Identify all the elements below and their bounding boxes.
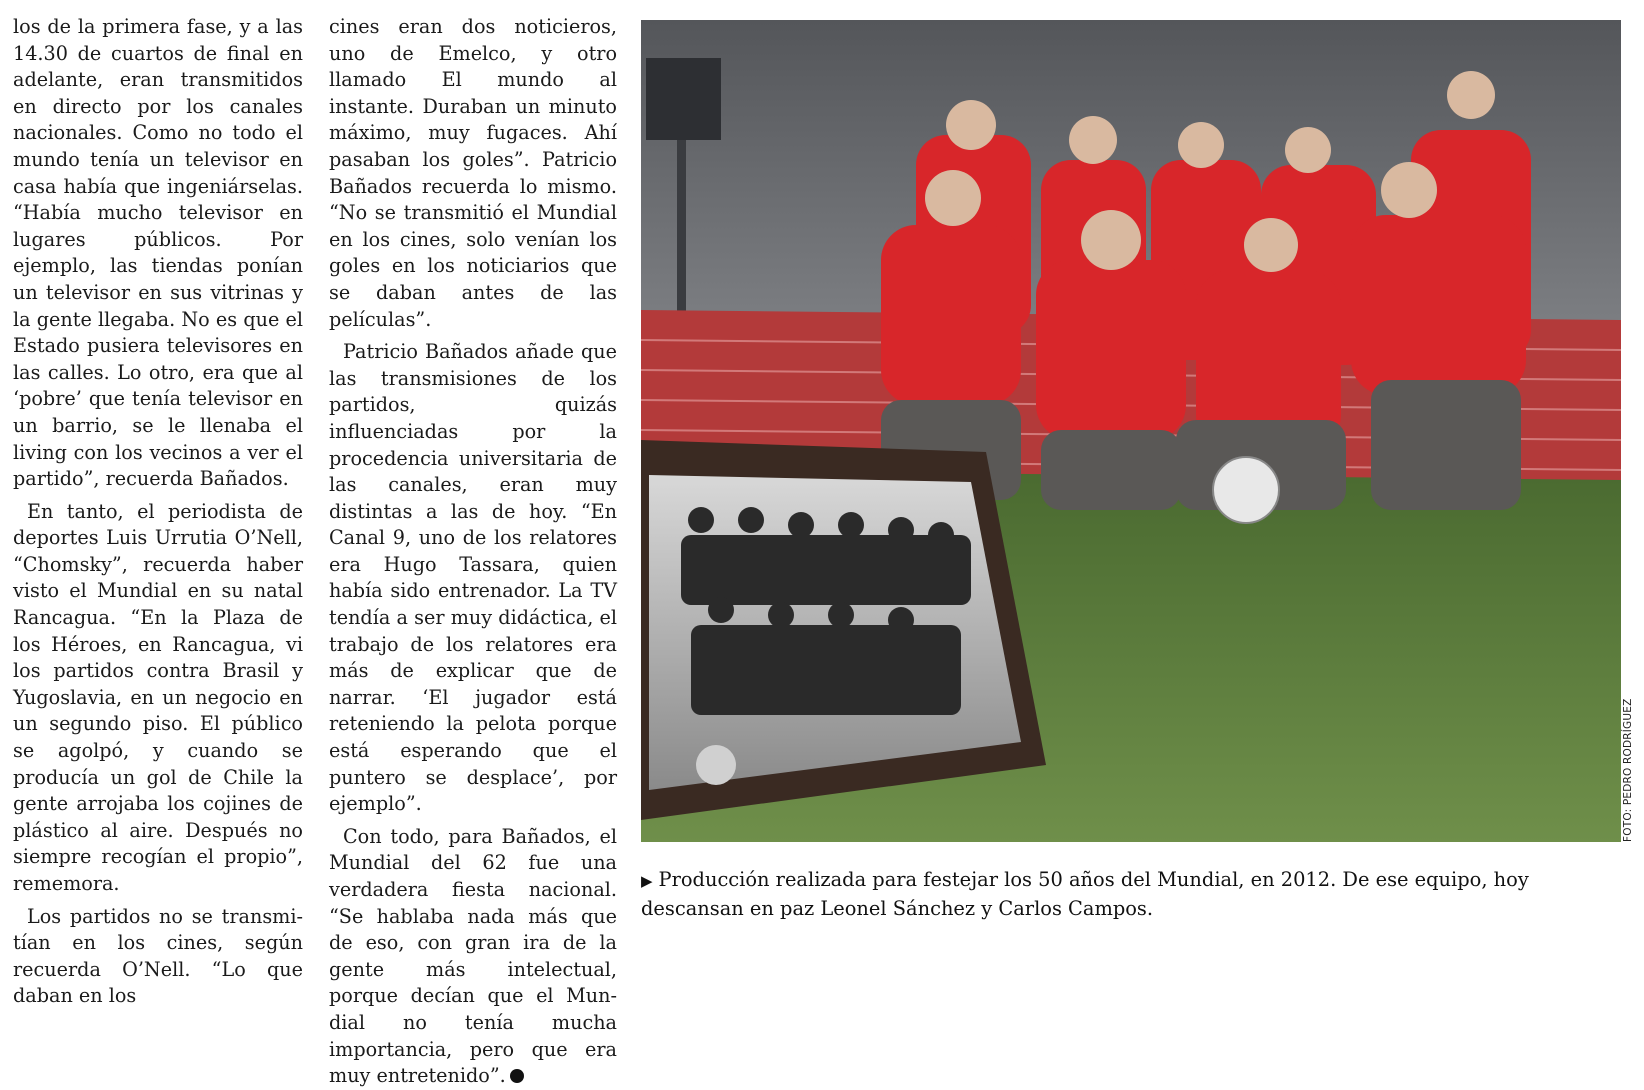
soccer-ball [1213, 457, 1279, 523]
photo-illustration [641, 20, 1621, 842]
team-photo [641, 20, 1621, 842]
paragraph: cines eran dos noticieros, uno de Emelco, y otro llamado El mundo al instante. Duraban un minuto máximo, muy fugaces. Ahí pasaban los goles”. Patricio Bañados recuerda lo mismo. “No se transmitió el Mundial en los cines, solo venían los goles en los noticiarios que se daban antes de las películas”. [329, 15, 617, 331]
article-column-1 [13, 14, 303, 1010]
paragraph: los de la primera fase, y a las 14.30 de cuartos de final en adelante, eran transmitidos en directo por los canales nacionales. Como no todo el mundo tenía un televisor en casa había que ingeniárselas. “Había mucho televisor en lugares públicos. Por ejemplo, las tiendas ponían un televisor en sus vitrinas y la gente llegaba. No es que el Estado pusiera televisores en las calles. Lo otro, era que al ‘pobre’ que tenía televisor en un barrio, se le llenaba el living con los vecinos a ver el partido”, recuerda Bañados. [13, 15, 303, 491]
article-column-2 [329, 14, 617, 1090]
paragraph [329, 824, 617, 1090]
floodlight-pole [677, 140, 686, 330]
caption-marker-icon: ▶ [641, 872, 653, 890]
floodlight [646, 58, 721, 140]
photo-credit: FOTO: PEDRO RODRÍGUEZ [1622, 698, 1634, 842]
end-of-article-mark [510, 1069, 524, 1083]
caption-text: Producción realizada para festejar los 50 años del Mundial, en 2012. De ese equipo, hoy descansan en paz Leonel Sánchez y Carlos Campos. [641, 868, 1529, 920]
paragraph: Los partidos no se transmitían en los cines, según recuerda O’Nell. “Lo que daban en los [13, 904, 303, 1008]
paragraph-text: Con todo, para Bañados, el Mundial del 62 fue una verdadera fiesta nacional. “Se hablaba nada más que de eso, con gran ira de la gente más intelectual, porque decían que el Mundial no tenía mucha importancia, pero que era muy entretenido”. [329, 824, 617, 1088]
photo-caption [641, 866, 1626, 923]
paragraph: En tanto, el periodista de deportes Luis Urrutia O’Nell, “Chomsky”, recuerda haber visto el Mundial en su natal Rancagua. “En la Plaza de los Héroes, en Rancagua, vi los partidos contra Brasil y Yugoslavia, en un negocio en un segundo piso. El público se agolpó, y cuando se producía un gol de Chile la gente arrojaba los cojines de plástico al aire. Después no siempre recogían el propio”, rememora. [13, 499, 303, 895]
paragraph: Patricio Bañados añade que las transmisiones de los partidos, quizás influenciadas por la procedencia universitaria de las canales, eran muy distintas a las de hoy. “En Canal 9, uno de los relatores era Hugo Tassara, quien había sido entrenador. La TV tendía a ser muy didáctica, el trabajo de los relatores era más de explicar que de narrar. ‘El jugador está reteniendo la pelota porque está esperando que el puntero se desplace’, por ejemplo”. [329, 340, 617, 816]
framed-historic-photo [641, 440, 1046, 820]
